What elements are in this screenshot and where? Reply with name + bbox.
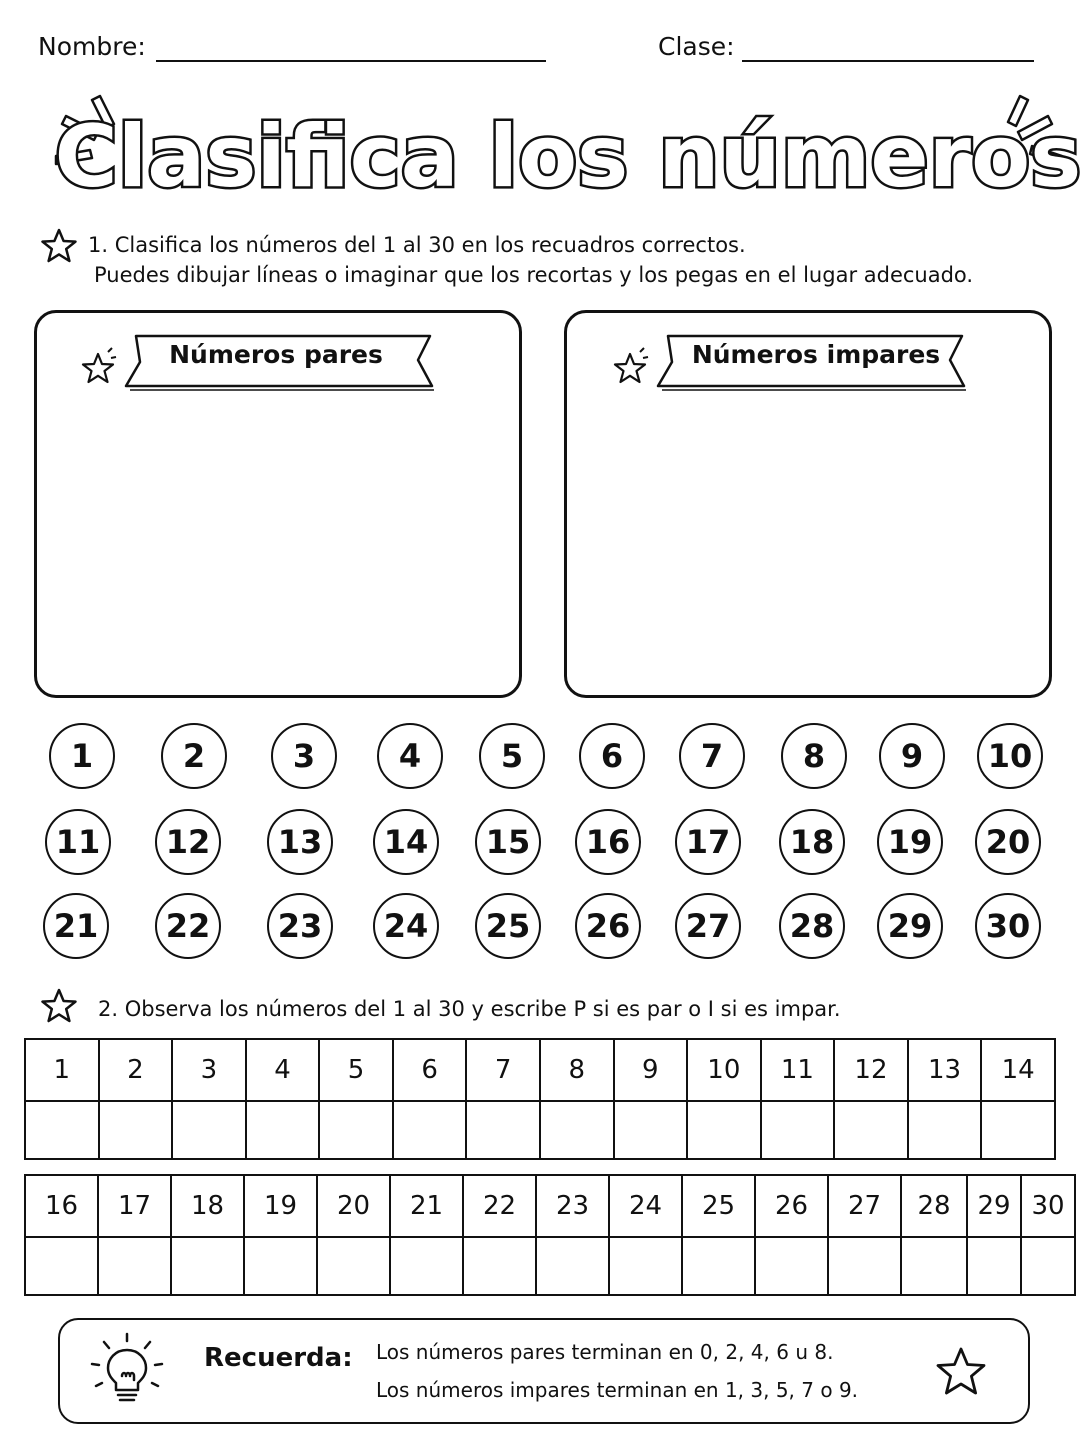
table-answer-cell[interactable] bbox=[967, 1237, 1021, 1295]
table-answer-cell[interactable] bbox=[761, 1101, 835, 1159]
table-answer-cell[interactable] bbox=[171, 1237, 244, 1295]
table-number-cell: 28 bbox=[901, 1175, 967, 1237]
table-number-cell: 30 bbox=[1021, 1175, 1075, 1237]
table-answer-cell[interactable] bbox=[687, 1101, 761, 1159]
table-answer-cell[interactable] bbox=[172, 1101, 246, 1159]
table-answer-cell[interactable] bbox=[755, 1237, 828, 1295]
number-circle-22[interactable]: 22 bbox=[155, 893, 221, 959]
number-circle-8[interactable]: 8 bbox=[781, 723, 847, 789]
number-circle-28[interactable]: 28 bbox=[779, 893, 845, 959]
table-answer-cell[interactable] bbox=[244, 1237, 317, 1295]
name-input-line[interactable] bbox=[156, 60, 546, 62]
table-number-cell: 26 bbox=[755, 1175, 828, 1237]
table-number-cell: 10 bbox=[687, 1039, 761, 1101]
table-number-cell: 21 bbox=[390, 1175, 463, 1237]
table-number-cell: 27 bbox=[828, 1175, 901, 1237]
table-number-cell: 17 bbox=[98, 1175, 171, 1237]
table-number-cell: 5 bbox=[319, 1039, 393, 1101]
table-number-cell: 25 bbox=[682, 1175, 755, 1237]
number-circle-18[interactable]: 18 bbox=[779, 809, 845, 875]
table-answer-cell[interactable] bbox=[317, 1237, 390, 1295]
table-number-cell: 6 bbox=[393, 1039, 467, 1101]
instruction-1-line-2: Puedes dibujar líneas o imaginar que los recortas y los pegas en el lugar adecuado. bbox=[94, 263, 974, 287]
table-answer-cell[interactable] bbox=[682, 1237, 755, 1295]
table-number-cell: 3 bbox=[172, 1039, 246, 1101]
table-number-cell: 9 bbox=[614, 1039, 688, 1101]
number-circle-2[interactable]: 2 bbox=[161, 723, 227, 789]
table-number-cell: 8 bbox=[540, 1039, 614, 1101]
number-circle-14[interactable]: 14 bbox=[373, 809, 439, 875]
instruction-1-line-1: 1. Clasifica los números del 1 al 30 en los recuadros correctos. bbox=[88, 233, 746, 257]
table-answer-cell[interactable] bbox=[463, 1237, 536, 1295]
number-circle-5[interactable]: 5 bbox=[479, 723, 545, 789]
number-circle-9[interactable]: 9 bbox=[879, 723, 945, 789]
number-circle-17[interactable]: 17 bbox=[675, 809, 741, 875]
table-answer-cell[interactable] bbox=[390, 1237, 463, 1295]
class-label: Clase: bbox=[658, 32, 735, 61]
table-answer-cell[interactable] bbox=[609, 1237, 682, 1295]
table-answer-cell[interactable] bbox=[834, 1101, 908, 1159]
table-answer-cell[interactable] bbox=[319, 1101, 393, 1159]
table-number-cell: 22 bbox=[463, 1175, 536, 1237]
table-number-cell: 20 bbox=[317, 1175, 390, 1237]
odd-numbers-label: Números impares bbox=[691, 340, 941, 369]
table-answer-cell[interactable] bbox=[393, 1101, 467, 1159]
table-number-cell: 18 bbox=[171, 1175, 244, 1237]
number-circle-29[interactable]: 29 bbox=[877, 893, 943, 959]
recuerda-label: Recuerda: bbox=[204, 1343, 353, 1373]
table-number-cell: 24 bbox=[609, 1175, 682, 1237]
title-text: Clasifica los números bbox=[54, 107, 1082, 207]
star-icon bbox=[615, 348, 648, 382]
parity-table-1 bbox=[24, 1038, 1056, 1160]
table-answer-cell[interactable] bbox=[981, 1101, 1055, 1159]
number-circle-23[interactable]: 23 bbox=[267, 893, 333, 959]
table-number-cell: 1 bbox=[25, 1039, 99, 1101]
even-numbers-label: Números pares bbox=[169, 340, 383, 369]
number-circle-11[interactable]: 11 bbox=[45, 809, 111, 875]
table-number-cell: 14 bbox=[981, 1039, 1055, 1101]
table-answer-cell[interactable] bbox=[901, 1237, 967, 1295]
page-title bbox=[0, 80, 1086, 220]
table-number-cell: 12 bbox=[834, 1039, 908, 1101]
table-number-cell: 2 bbox=[99, 1039, 173, 1101]
number-circle-20[interactable]: 20 bbox=[975, 809, 1041, 875]
table-answer-cell[interactable] bbox=[246, 1101, 320, 1159]
table-answer-cell[interactable] bbox=[99, 1101, 173, 1159]
number-circle-1[interactable]: 1 bbox=[49, 723, 115, 789]
number-circle-10[interactable]: 10 bbox=[977, 723, 1043, 789]
lightbulb-icon bbox=[84, 1328, 170, 1414]
number-circle-16[interactable]: 16 bbox=[575, 809, 641, 875]
star-icon bbox=[83, 348, 116, 382]
star-icon bbox=[934, 1346, 988, 1398]
instruction-2: 2. Observa los números del 1 al 30 y escribe P si es par o I si es impar. bbox=[98, 997, 841, 1021]
number-circle-27[interactable]: 27 bbox=[675, 893, 741, 959]
table-answer-cell[interactable] bbox=[25, 1101, 99, 1159]
table-number-cell: 11 bbox=[761, 1039, 835, 1101]
number-circle-13[interactable]: 13 bbox=[267, 809, 333, 875]
table-number-cell: 16 bbox=[25, 1175, 98, 1237]
number-circle-24[interactable]: 24 bbox=[373, 893, 439, 959]
number-circle-26[interactable]: 26 bbox=[575, 893, 641, 959]
table-answer-cell[interactable] bbox=[466, 1101, 540, 1159]
name-label: Nombre: bbox=[38, 32, 146, 61]
number-circle-30[interactable]: 30 bbox=[975, 893, 1041, 959]
table-number-cell: 7 bbox=[466, 1039, 540, 1101]
table-number-cell: 23 bbox=[536, 1175, 609, 1237]
star-icon bbox=[40, 988, 78, 1024]
table-answer-cell[interactable] bbox=[25, 1237, 98, 1295]
table-number-cell: 19 bbox=[244, 1175, 317, 1237]
parity-table-2 bbox=[24, 1174, 1076, 1296]
number-circle-15[interactable]: 15 bbox=[475, 809, 541, 875]
table-answer-cell[interactable] bbox=[540, 1101, 614, 1159]
number-circle-7[interactable]: 7 bbox=[679, 723, 745, 789]
table-answer-cell[interactable] bbox=[908, 1101, 982, 1159]
table-answer-cell[interactable] bbox=[1021, 1237, 1075, 1295]
table-answer-cell[interactable] bbox=[828, 1237, 901, 1295]
table-answer-cell[interactable] bbox=[614, 1101, 688, 1159]
table-number-cell: 29 bbox=[967, 1175, 1021, 1237]
recuerda-line-2: Los números impares terminan en 1, 3, 5, 7 o 9. bbox=[376, 1378, 859, 1402]
table-answer-cell[interactable] bbox=[98, 1237, 171, 1295]
number-circle-3[interactable]: 3 bbox=[271, 723, 337, 789]
star-icon bbox=[40, 228, 78, 264]
number-circle-25[interactable]: 25 bbox=[475, 893, 541, 959]
number-circle-6[interactable]: 6 bbox=[579, 723, 645, 789]
table-number-cell: 4 bbox=[246, 1039, 320, 1101]
table-number-cell: 13 bbox=[908, 1039, 982, 1101]
table-answer-cell[interactable] bbox=[536, 1237, 609, 1295]
number-circle-21[interactable]: 21 bbox=[43, 893, 109, 959]
number-circle-4[interactable]: 4 bbox=[377, 723, 443, 789]
number-circle-12[interactable]: 12 bbox=[155, 809, 221, 875]
class-input-line[interactable] bbox=[742, 60, 1034, 62]
recuerda-line-1: Los números pares terminan en 0, 2, 4, 6 u 8. bbox=[376, 1340, 834, 1364]
number-circle-19[interactable]: 19 bbox=[877, 809, 943, 875]
